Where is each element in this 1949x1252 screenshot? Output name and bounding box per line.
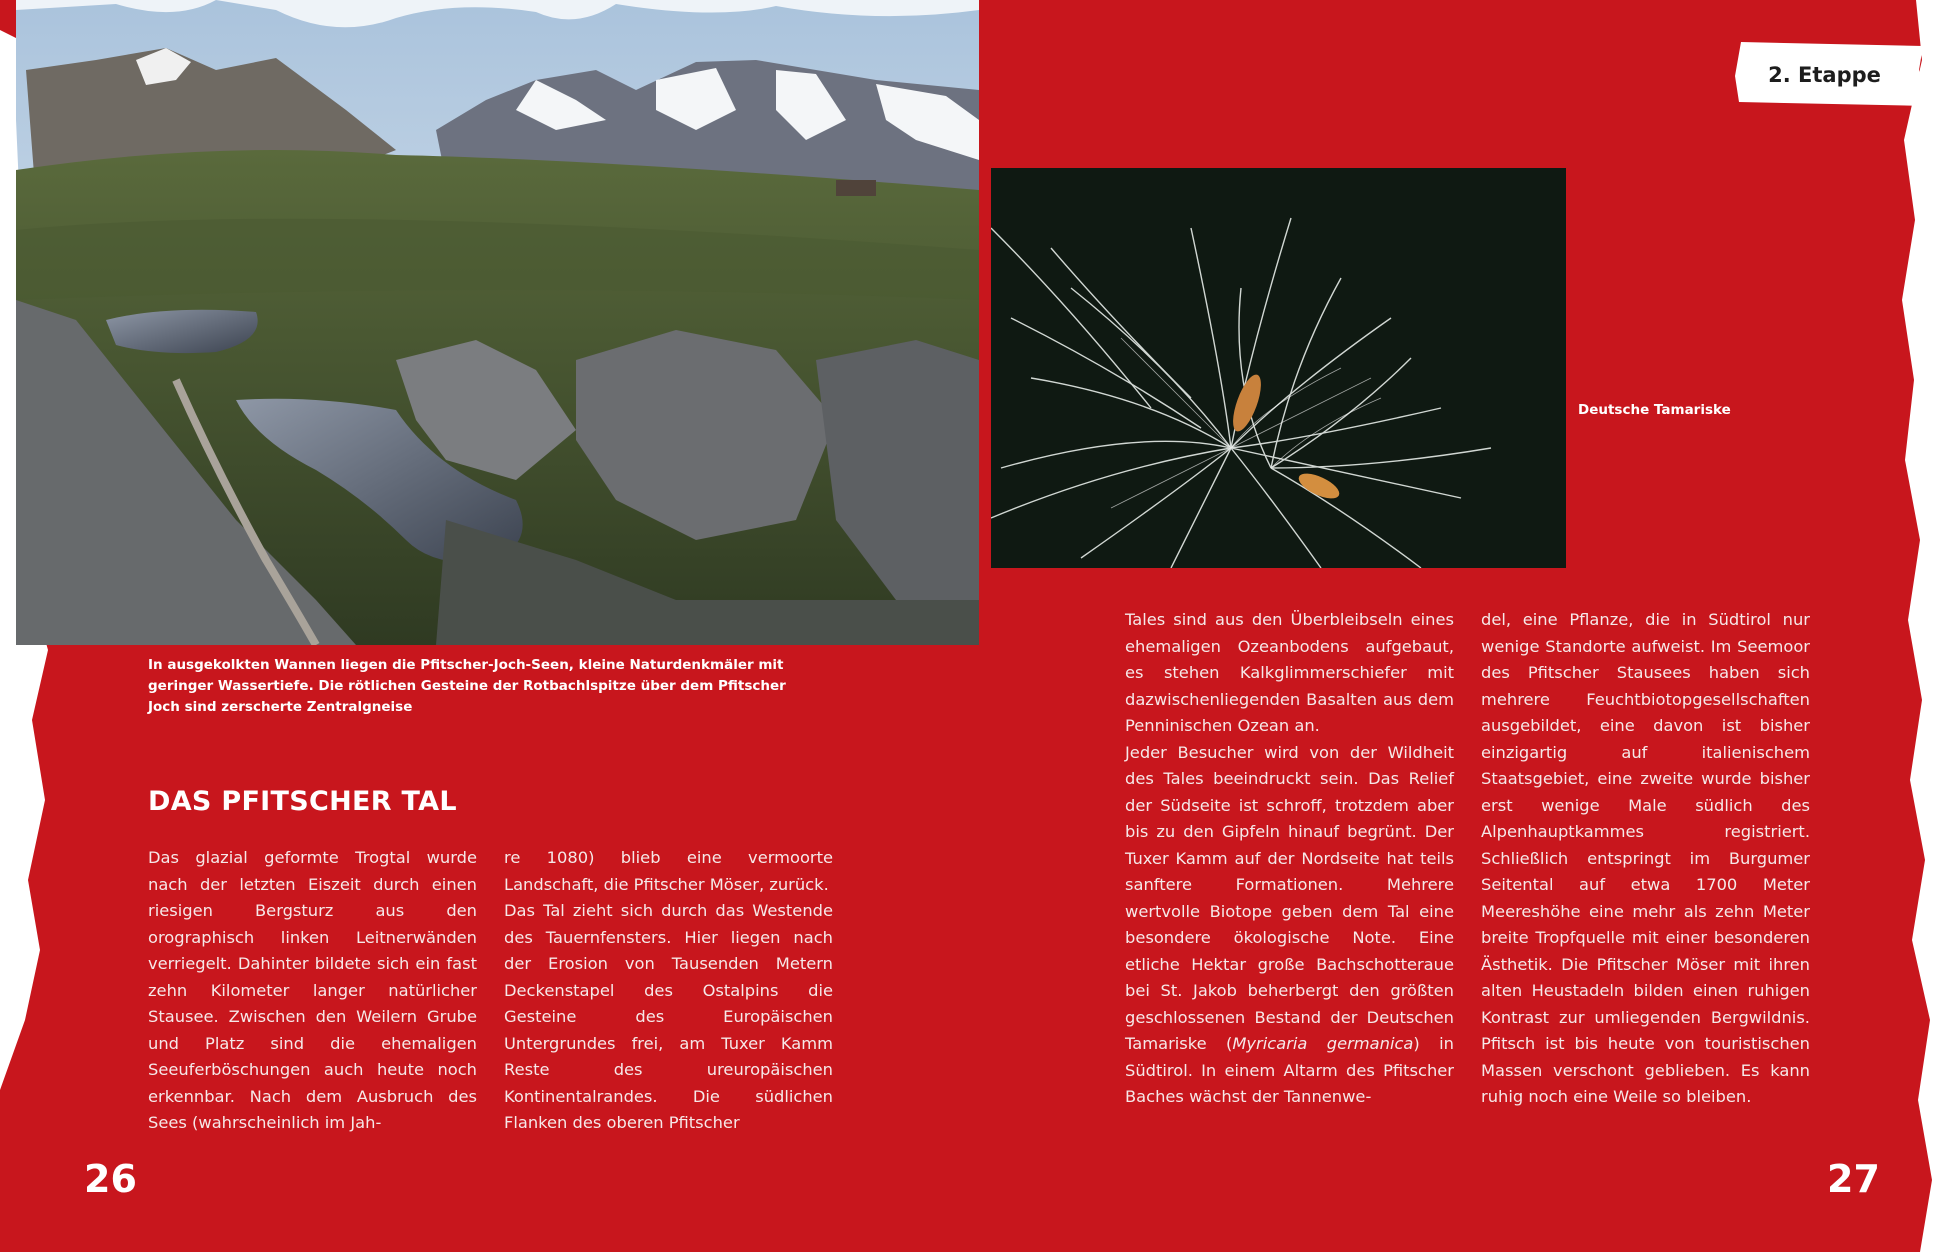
stage-label: 2. Etappe	[1768, 63, 1881, 87]
section-heading: DAS PFITSCHER TAL	[148, 786, 457, 817]
text-column-2	[504, 845, 833, 1137]
paragraph	[1125, 740, 1454, 1111]
paragraph: Das Tal zieht sich durch das Westende des Tauernfensters. Hier liegen nach der Erosion von Tausenden Metern Deckenstapel des Ostalpins die Gesteine des Europäischen Untergrundes frei, am Tuxer Kamm Reste des ureuropäischen Kontinentalrandes. Die südlichen Flanken des oberen Pfitscher	[504, 901, 833, 1132]
latin-name: Myricaria germanica	[1232, 1034, 1414, 1053]
text-column-4	[1481, 607, 1810, 1111]
page-number-right: 27	[1827, 1157, 1880, 1201]
mountain-lakes-photo	[16, 0, 979, 645]
paragraph: re 1080) blieb eine vermoorte Landschaft, die Pfitscher Möser, zurück.	[504, 848, 833, 894]
paragraph-text: ) in Südtirol. In einem Altarm des Pfitscher Baches wächst der Tannenwe-	[1125, 1034, 1454, 1106]
page-number-left: 26	[84, 1157, 137, 1201]
text-column-1	[148, 845, 477, 1137]
paragraph: Das glazial geformte Trogtal wurde nach der letzten Eiszeit durch einen riesigen Bergsturz aus den orographisch linken Leitnerwänden verriegelt. Dahinter bildete sich ein fast zehn Kilometer langer natürlicher Stausee. Zwischen den Weilern Grube und Platz sind die ehemaligen Seeuferböschungen auch heute noch erkennbar. Nach dem Ausbruch des Sees (wahrscheinlich im Jah-	[148, 848, 477, 1132]
mountain-photo-caption: In ausgekolkten Wannen liegen die Pfitscher-Joch-Seen, kleine Naturdenkmäler mit geringer Wassertiefe. Die rötlichen Gesteine der Rotbachlspitze über dem Pfitscher Joch sind zerscherte Zentralgneise	[148, 657, 786, 715]
text-column-3	[1125, 607, 1454, 1111]
paragraph-text: Jeder Besucher wird von der Wildheit des Tales beeindruckt sein. Das Relief der Südseite ist schroff, trotzdem aber bis zu den Gipfeln hinauf begrünt. Der Tuxer Kamm auf der Nordseite hat teils sanftere Formationen. Mehrere wertvolle Biotope geben dem Tal eine besondere ökologische Note. Eine etliche Hektar große Bachschotteraue bei St. Jakob beherbergt den größten geschlossenen Bestand der Deutschen Tamariske (	[1125, 742, 1454, 1053]
tamarisk-photo-caption: Deutsche Tamariske	[1578, 402, 1731, 418]
tamarisk-seed-photo	[991, 168, 1566, 568]
paragraph: Tales sind aus den Überbleibseln eines ehemaligen Ozeanbodens aufgebaut, es stehen Kalkglimmerschiefer mit dazwischenliegenden Basalten aus dem Penninischen Ozean an.	[1125, 610, 1454, 735]
paragraph: del, eine Pflanze, die in Südtirol nur wenige Standorte aufweist. Im Seemoor des Pfitscher Stausees haben sich mehrere Feuchtbiotopgesellschaften ausgebildet, eine davon ist bisher einzigartig auf italienischem Staatsgebiet, eine zweite wurde bisher erst wenige Male südlich des Alpenhauptkammes registriert. Schließlich entspringt im Burgumer Seitental auf etwa 1700 Meter Meereshöhe eine mehr als zehn Meter breite Tropfquelle mit einer besonderen Ästhetik. Die Pfitscher Möser mit ihren alten Heustadeln bilden einen ruhigen Kontrast zur umliegenden Bergwildnis. Pfitsch ist bis heute von touristischen Massen verschont geblieben. Es kann ruhig noch eine Weile so bleiben.	[1481, 610, 1810, 1106]
